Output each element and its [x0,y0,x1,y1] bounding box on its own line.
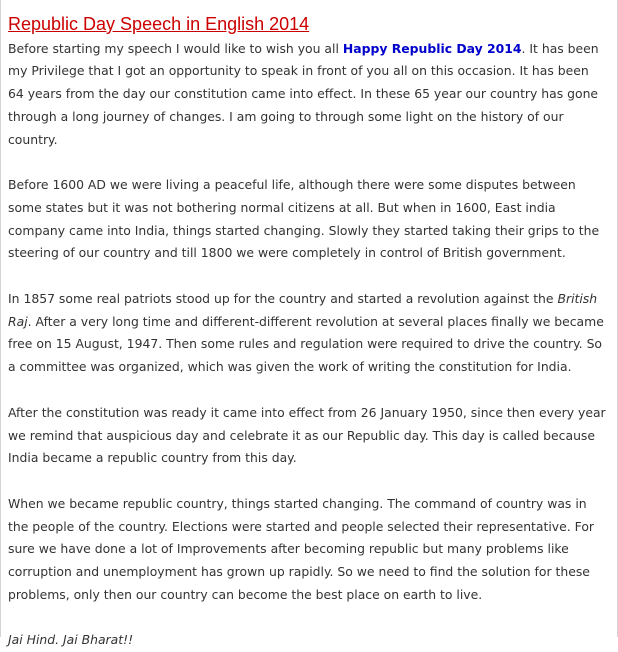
closing-line: Jai Hind. Jai Bharat!! [8,632,134,648]
paragraph-freedom [8,288,607,379]
british-raj-term: British Raj [8,291,598,329]
paragraph-freedom-start: In 1857 some real patriots stood up for the country and started a revolution against the [8,291,558,307]
page-title[interactable]: Republic Day Speech in English 2014 [8,14,310,34]
paragraph-intro [8,38,607,152]
paragraph-constitution: After the constitution was ready it came into effect from 26 January 1950, since then every year we remind that auspicious day and celebrate it as our Republic day. This day is called because India became a republic country from this day. [8,404,606,466]
paragraph-intro-rest: . It has been my Privilege that I got an opportunity to speak in front of you all on this occasion. It has been 64 years from the day our constitution came into effect. In these 65 year our country has gone through a long journey of changes. I am going to through some light on the history of our country. [8,40,599,147]
paragraph-history: Before 1600 AD we were living a peaceful life, although there were some disputes between some states but it was not bothering normal citizens at all. But when in 1600, East india company came into India, things started changing. Slowly they started taking their grips to the steering of our country and till 1800 we were completely in control of British government. [8,177,600,261]
paragraph-freedom-rest: . After a very long time and different-different revolution at several places finally we became free on 15 August, 1947. Then some rules and regulation were required to drive the country. So a committee was organized, which was given the work of writing the constitution for India. [8,313,604,375]
highlight-greeting: Happy Republic Day 2014 [342,40,522,56]
paragraph-intro-start: Before starting my speech I would like to wish you all [8,40,343,56]
paragraph-republic: When we became republic country, things started changing. The command of country was in the people of the country. Elections were started and people selected their representative. For sure we have done a lot of Improvements after becoming republic but many problems like corruption and unemployment has grown up rapidly. So we need to find the solution for these problems, only then our country can become the best place on earth to live. [8,495,594,602]
